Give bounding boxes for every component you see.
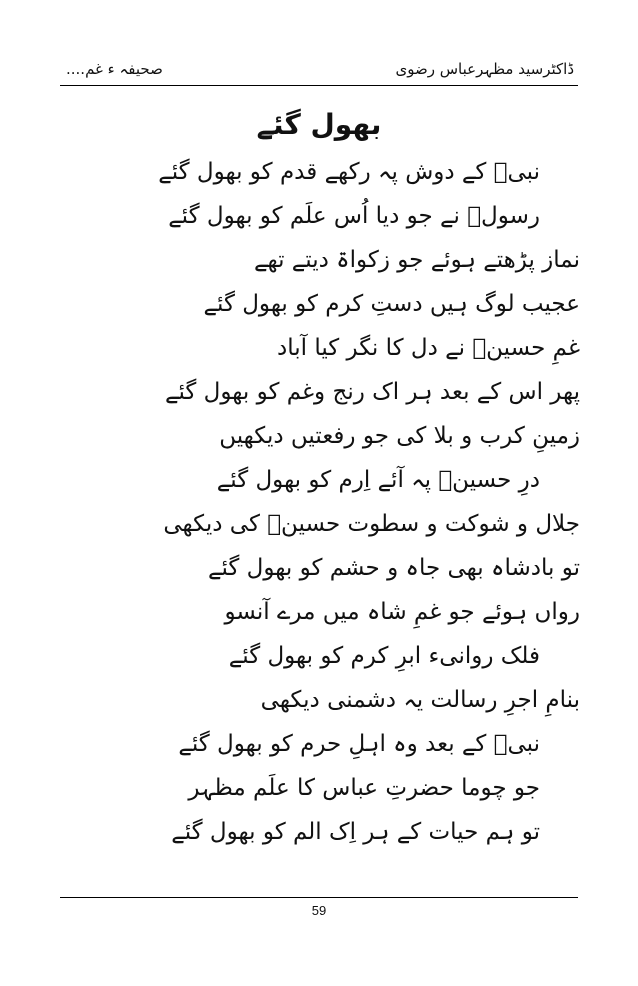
poem-line: نبیؐ کے دوش پہ رکھے قدم کو بھول گئے bbox=[158, 159, 540, 185]
header-rule bbox=[60, 85, 578, 86]
poem-line: درِ حسینؑ پہ آئے اِرم کو بھول گئے bbox=[216, 467, 540, 493]
poem-line: رواں ہوئے جو غمِ شاہ میں مرے آنسو bbox=[224, 599, 580, 625]
author-name: ڈاکٹرسید مظہرعباس رضوی bbox=[395, 60, 574, 78]
page-number: 59 bbox=[311, 903, 327, 918]
poem-line: تو بادشاہ بھی جاہ و حشم کو بھول گئے bbox=[208, 555, 580, 581]
poem-line: فلک روانیء ابرِ کرم کو بھول گئے bbox=[228, 643, 540, 669]
book-title: صحیفہ ء غم.... bbox=[66, 60, 163, 78]
poem-body bbox=[60, 150, 580, 854]
poem-line: زمینِ کرب و بلا کی جو رفعتیں دیکھیں bbox=[219, 423, 580, 449]
poem-line: جو چوما حضرتِ عباس کا علَم مظہر bbox=[188, 775, 540, 801]
poem-line: نماز پڑھتے ہوئے جو زکواۃ دیتے تھے bbox=[254, 247, 580, 273]
poem-line: بنامِ اجرِ رسالت یہ دشمنی دیکھی bbox=[260, 687, 580, 713]
poem-title: بھول گئے bbox=[256, 108, 382, 141]
page-header bbox=[60, 58, 578, 84]
poem-line: عجیب لوگ ہیں دستِ کرم کو بھول گئے bbox=[203, 291, 580, 317]
poem-line: نبیؐ کے بعد وہ اہلِ حرم کو بھول گئے bbox=[178, 731, 540, 757]
poem-line: تو ہم حیات کے ہر اِک الم کو بھول گئے bbox=[171, 819, 540, 845]
poem-line: پھر اس کے بعد ہر اک رنج وغم کو بھول گئے bbox=[165, 379, 580, 405]
footer-rule bbox=[60, 897, 578, 898]
poem-line: غمِ حسینؑ نے دل کا نگر کیا آباد bbox=[276, 335, 580, 361]
poem-line: رسولؐ نے جو دیا اُس علَم کو بھول گئے bbox=[168, 203, 540, 229]
poem-line: جلال و شوکت و سطوت حسینؑ کی دیکھی bbox=[163, 511, 580, 537]
